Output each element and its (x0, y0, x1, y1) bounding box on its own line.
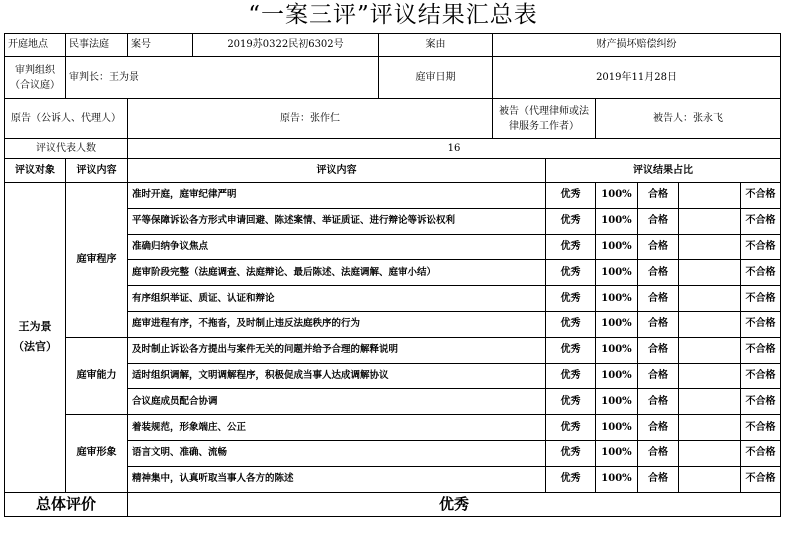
rating-ratio: 100% (596, 337, 638, 363)
item-text: 精神集中，认真听取当事人各方的陈述 (128, 466, 546, 492)
plaintiff-value: 原告：张作仁 (128, 99, 493, 139)
overall-value: 优秀 (128, 492, 781, 516)
rating-excellent: 优秀 (546, 440, 596, 466)
evaluation-row (5, 183, 781, 209)
rating-fail: 不合格 (741, 337, 781, 363)
rating-spacer (679, 311, 741, 337)
result-summary-table (4, 33, 781, 517)
header-category: 评议内容 (66, 159, 128, 183)
rating-pass: 合格 (638, 389, 679, 415)
case-no-value: 2019苏0322民初6302号 (193, 34, 379, 57)
rating-fail: 不合格 (741, 440, 781, 466)
reviewer-count-value: 16 (128, 139, 781, 159)
rating-excellent: 优秀 (546, 208, 596, 234)
cause-value: 财产损坏赔偿纠纷 (493, 34, 781, 57)
item-text: 庭审阶段完整（法庭调查、法庭辩论、最后陈述、法庭调解、庭审小结） (128, 260, 546, 286)
rating-ratio: 100% (596, 208, 638, 234)
rating-pass: 合格 (638, 286, 679, 312)
item-text: 准确归纳争议焦点 (128, 234, 546, 260)
rating-fail: 不合格 (741, 466, 781, 492)
header-row (5, 159, 781, 183)
item-text: 着装规范，形象端庄、公正 (128, 415, 546, 441)
rating-fail: 不合格 (741, 389, 781, 415)
rating-excellent: 优秀 (546, 183, 596, 209)
rating-pass: 合格 (638, 363, 679, 389)
rating-pass: 合格 (638, 183, 679, 209)
rating-fail: 不合格 (741, 311, 781, 337)
info-row-1 (5, 34, 781, 57)
rating-ratio: 100% (596, 260, 638, 286)
rating-spacer (679, 363, 741, 389)
rating-spacer (679, 286, 741, 312)
defendant-value: 被告人：张永飞 (596, 99, 781, 139)
rating-excellent: 优秀 (546, 234, 596, 260)
item-text: 有序组织举证、质证、认证和辩论 (128, 286, 546, 312)
rating-fail: 不合格 (741, 234, 781, 260)
defendant-label: 被告（代理律师或法律服务工作者） (493, 99, 596, 139)
reviewer-count-label: 评议代表人数 (5, 139, 128, 159)
rating-fail: 不合格 (741, 183, 781, 209)
rating-ratio: 100% (596, 363, 638, 389)
item-text: 庭审进程有序，不拖沓，及时制止违反法庭秩序的行为 (128, 311, 546, 337)
overall-label: 总体评价 (5, 492, 128, 516)
rating-excellent: 优秀 (546, 363, 596, 389)
rating-pass: 合格 (638, 234, 679, 260)
overall-row (5, 492, 781, 516)
date-value: 2019年11月28日 (493, 57, 781, 99)
evaluatee-name: 王为景 (18, 320, 52, 334)
rating-pass: 合格 (638, 208, 679, 234)
header-content: 评议内容 (128, 159, 546, 183)
rating-excellent: 优秀 (546, 260, 596, 286)
page-title: “一案三评”评议结果汇总表 (248, 2, 538, 28)
category-cell: 庭审形象 (66, 415, 128, 492)
rating-spacer (679, 466, 741, 492)
rating-excellent: 优秀 (546, 311, 596, 337)
rating-spacer (679, 208, 741, 234)
date-label: 庭审日期 (379, 57, 493, 99)
panel-value: 审判长：王为景 (66, 57, 379, 99)
rating-spacer (679, 389, 741, 415)
evaluation-row (5, 337, 781, 363)
court-value: 民事法庭 (66, 34, 128, 57)
item-text: 及时制止诉讼各方提出与案件无关的问题并给予合理的解释说明 (128, 337, 546, 363)
item-text: 合议庭成员配合协调 (128, 389, 546, 415)
rating-excellent: 优秀 (546, 466, 596, 492)
rating-ratio: 100% (596, 440, 638, 466)
rating-pass: 合格 (638, 260, 679, 286)
rating-excellent: 优秀 (546, 389, 596, 415)
item-text: 准时开庭，庭审纪律严明 (128, 183, 546, 209)
info-row-4 (5, 139, 781, 159)
rating-ratio: 100% (596, 389, 638, 415)
category-cell: 庭审能力 (66, 337, 128, 414)
rating-fail: 不合格 (741, 286, 781, 312)
rating-excellent: 优秀 (546, 286, 596, 312)
item-text: 语言文明、准确、流畅 (128, 440, 546, 466)
header-result: 评议结果占比 (546, 159, 781, 183)
rating-spacer (679, 260, 741, 286)
court-label: 开庭地点 (5, 34, 66, 57)
rating-pass: 合格 (638, 311, 679, 337)
rating-fail: 不合格 (741, 260, 781, 286)
rating-ratio: 100% (596, 311, 638, 337)
rating-spacer (679, 337, 741, 363)
rating-spacer (679, 183, 741, 209)
rating-ratio: 100% (596, 183, 638, 209)
item-text: 平等保障诉讼各方形式申请回避、陈述案情、举证质证、进行辩论等诉讼权利 (128, 208, 546, 234)
rating-pass: 合格 (638, 337, 679, 363)
info-row-2 (5, 57, 781, 99)
rating-ratio: 100% (596, 415, 638, 441)
header-target: 评议对象 (5, 159, 66, 183)
rating-fail: 不合格 (741, 208, 781, 234)
panel-label: 审判组织（合议庭） (5, 57, 66, 99)
rating-pass: 合格 (638, 466, 679, 492)
category-cell: 庭审程序 (66, 183, 128, 338)
rating-ratio: 100% (596, 286, 638, 312)
rating-spacer (679, 440, 741, 466)
evaluatee-role: （法官） (13, 340, 57, 354)
rating-ratio: 100% (596, 466, 638, 492)
evaluation-row (5, 415, 781, 441)
rating-fail: 不合格 (741, 415, 781, 441)
rating-ratio: 100% (596, 234, 638, 260)
item-text: 适时组织调解，文明调解程序，积极促成当事人达成调解协议 (128, 363, 546, 389)
evaluatee-cell (5, 183, 66, 493)
case-no-label: 案号 (128, 34, 193, 57)
rating-fail: 不合格 (741, 363, 781, 389)
rating-spacer (679, 415, 741, 441)
info-row-3 (5, 99, 781, 139)
rating-pass: 合格 (638, 440, 679, 466)
plaintiff-label: 原告（公诉人、代理人） (5, 99, 128, 139)
cause-label: 案由 (379, 34, 493, 57)
rating-excellent: 优秀 (546, 415, 596, 441)
rating-pass: 合格 (638, 415, 679, 441)
rating-spacer (679, 234, 741, 260)
rating-excellent: 优秀 (546, 337, 596, 363)
